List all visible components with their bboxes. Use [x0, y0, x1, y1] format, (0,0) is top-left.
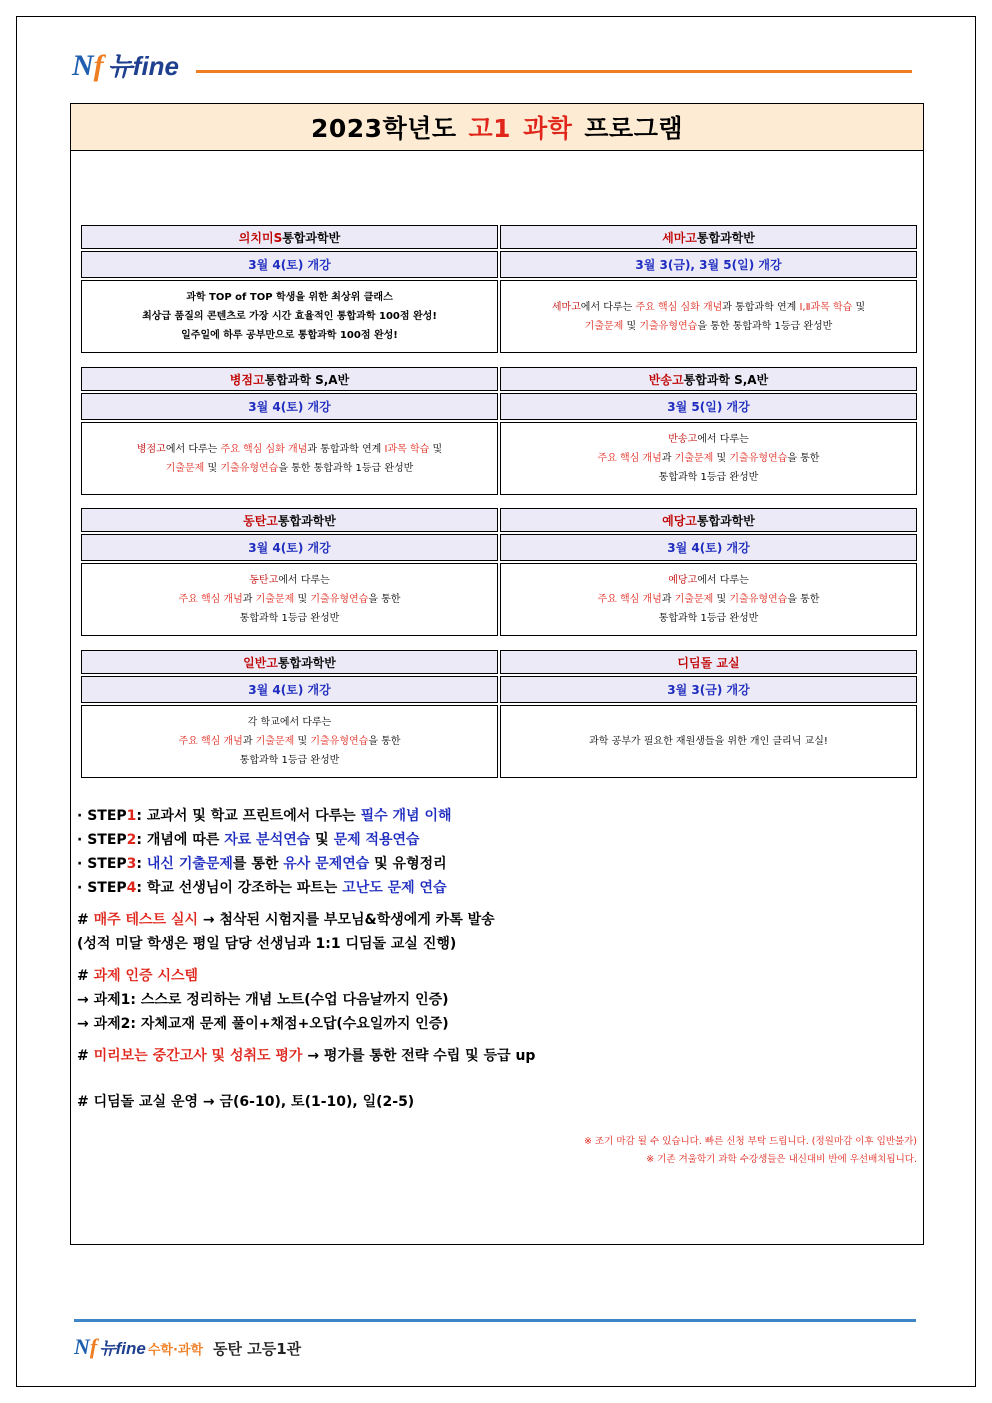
text-run: 고난도 문제 연습	[342, 880, 447, 896]
description-line	[585, 317, 833, 336]
homework-item-2: → 과제2: 자체교재 문제 풀이+채점+오답(수요일까지 인증)	[77, 1016, 449, 1032]
text-run: 을 통한	[368, 594, 401, 605]
text-run: #	[77, 912, 94, 928]
class-card	[80, 225, 499, 353]
class-card	[499, 508, 918, 636]
text-run: 일주일에 하루 공부만으로 통합과학 100점 완성!	[181, 330, 398, 341]
text-run: · STEP	[77, 880, 127, 896]
description-line	[181, 326, 398, 345]
text-run: Ⅰ과목 학습	[384, 443, 430, 455]
class-start-date: 3월 4(토) 개강	[81, 676, 498, 703]
class-name	[81, 225, 498, 249]
homework-notice	[77, 964, 917, 988]
title-grade: 고1	[468, 114, 512, 143]
logo-mark: Nf	[74, 1334, 98, 1359]
page-title	[71, 104, 923, 151]
text-run: 세마고	[551, 301, 581, 313]
program-box	[70, 103, 924, 1245]
text-run: 반송고	[668, 434, 698, 445]
text-run: 주요 핵심 개념	[178, 594, 243, 605]
text-run: : 학교 선생님이 강조하는 파트는	[136, 880, 343, 896]
text-run: #	[77, 968, 94, 984]
text-run: 필수 개념 이해	[360, 808, 452, 824]
logo-mark: Nf	[72, 49, 104, 82]
class-type: 통합과학반	[277, 513, 336, 528]
text-run: 통합과학 1등급 완성반	[658, 613, 759, 624]
text-run: :	[136, 856, 147, 872]
title-subject: 과학	[523, 114, 573, 143]
text-run: · STEP	[77, 856, 127, 872]
text-run: 기출문제	[255, 736, 295, 747]
weekly-test-notice	[77, 908, 917, 932]
step-list	[77, 804, 917, 900]
text-run: · STEP	[77, 808, 127, 824]
class-name	[81, 508, 498, 532]
weekly-test-subnote: (성적 미달 학생은 평일 담당 선생님과 1:1 디딤돌 교실 진행)	[77, 936, 457, 952]
description-line	[668, 571, 748, 590]
class-type: 통합과학반	[282, 230, 341, 245]
text-run: 과학 공부가 필요한 재원생들을 위한 개인 클리닉 교실!	[589, 736, 828, 747]
text-run: 과제 인증 시스템	[93, 968, 199, 984]
school-name: 세마고	[662, 230, 697, 245]
class-type: 통합과학 S,A반	[264, 372, 350, 387]
class-start-date: 3월 5(일) 개강	[500, 393, 917, 420]
class-description	[81, 280, 498, 353]
text-run: 주요 핵심 개념	[597, 453, 662, 464]
step-item	[77, 828, 917, 852]
class-start-date: 3월 4(토) 개강	[81, 251, 498, 278]
description-line	[186, 288, 392, 307]
class-row	[80, 650, 918, 778]
class-start-date: 3월 3(금) 개강	[500, 676, 917, 703]
text-run: 를 통한	[232, 856, 284, 872]
homework-item-1: → 과제1: 스스로 정리하는 개념 노트(수업 다음날까지 인증)	[77, 992, 449, 1008]
class-start-date: 3월 4(토) 개강	[81, 534, 498, 561]
class-start-date: 3월 4(토) 개강	[81, 393, 498, 420]
text-run: 기출문제	[255, 594, 295, 605]
text-run: 기출문제	[165, 462, 205, 474]
description-line	[589, 732, 828, 751]
text-run: : 개념에 따른	[136, 832, 225, 848]
text-run: 을 통한 통합과학 1등급 완성반	[278, 462, 414, 474]
class-start-date: 3월 4(토) 개강	[500, 534, 917, 561]
class-description	[500, 422, 917, 495]
class-card	[80, 650, 499, 778]
text-run: 에서 다루는	[697, 434, 749, 445]
description-line	[240, 751, 340, 770]
text-run: 과	[661, 453, 675, 464]
text-run: 매주 테스트 실시	[93, 912, 199, 928]
description-line	[166, 459, 414, 478]
description-line	[137, 440, 442, 459]
text-run: 기출유형연습	[310, 594, 369, 605]
class-card	[499, 367, 918, 495]
text-run: 병점고	[136, 443, 166, 455]
header-rule	[196, 70, 912, 73]
description-line	[248, 713, 332, 732]
text-run: 주요 핵심 개념	[597, 594, 662, 605]
footer-logo	[74, 1334, 301, 1360]
description-line	[659, 609, 759, 628]
class-row	[80, 225, 918, 353]
text-run: 및	[204, 462, 221, 474]
text-run: 과	[242, 594, 256, 605]
step-item	[77, 804, 917, 828]
description-line	[179, 590, 401, 609]
text-run: 통합과학 1등급 완성반	[239, 613, 340, 624]
school-name: 디딤돌 교실	[677, 655, 740, 670]
didimdol-schedule: # 디딤돌 교실 운영 → 금(6-10), 토(1-10), 일(2-5)	[77, 1094, 415, 1110]
text-run: Ⅰ,Ⅱ과목 학습	[799, 301, 853, 313]
text-run: 문제 적용연습	[333, 832, 420, 848]
text-run: 4	[126, 880, 137, 896]
text-run: 및 유형정리	[369, 856, 447, 872]
description-line	[668, 430, 748, 449]
description-line	[240, 609, 340, 628]
text-run: 기출유형연습	[310, 736, 369, 747]
class-row	[80, 508, 918, 636]
description-line	[142, 307, 437, 326]
text-run: 에서 다루는	[278, 575, 330, 586]
midterm-notice	[77, 1044, 917, 1068]
text-run: 주요 핵심 심화 개념	[220, 443, 308, 455]
school-name: 예당고	[662, 513, 697, 528]
description-line	[659, 468, 759, 487]
text-run: 및	[429, 443, 443, 455]
title-year: 2023학년도	[311, 114, 457, 143]
class-type: 통합과학반	[696, 230, 755, 245]
text-run: 과학 TOP of TOP 학생을 위한 최상위 클래스	[186, 292, 393, 303]
text-run: 예당고	[668, 575, 698, 586]
text-run: 및	[294, 594, 311, 605]
class-name	[500, 650, 917, 674]
class-type: 통합과학반	[277, 655, 336, 670]
text-run: 기출유형연습	[639, 320, 698, 332]
class-card	[499, 225, 918, 353]
text-run: 기출문제	[674, 453, 714, 464]
logo-text: 뉴fine	[107, 51, 180, 81]
text-run: 기출유형연습	[729, 594, 788, 605]
text-run: 및	[623, 320, 640, 332]
text-run: 에서 다루는	[697, 575, 749, 586]
text-run: 과 통합과학 연계	[722, 301, 800, 313]
text-run: 및	[310, 832, 334, 848]
school-name: 일반고	[243, 655, 278, 670]
footer-rule	[74, 1319, 916, 1322]
step-item	[77, 876, 917, 900]
text-run: 각 학교에서 다루는	[247, 717, 332, 728]
description-line	[598, 449, 820, 468]
text-run: 통합과학 1등급 완성반	[658, 472, 759, 483]
text-run: 2	[126, 832, 137, 848]
text-run: 주요 핵심 개념	[178, 736, 243, 747]
class-description	[500, 563, 917, 636]
text-run: 기출유형연습	[729, 453, 788, 464]
class-start-date: 3월 3(금), 3월 5(일) 개강	[500, 251, 917, 278]
text-run: 및	[294, 736, 311, 747]
class-name	[81, 367, 498, 391]
text-run: 과	[661, 594, 675, 605]
header-logo	[72, 46, 179, 83]
class-card	[499, 650, 918, 778]
class-description	[81, 422, 498, 495]
text-run: 유사 문제연습	[283, 856, 370, 872]
description-line	[598, 590, 820, 609]
class-name	[81, 650, 498, 674]
class-description	[500, 705, 917, 778]
school-name: 의치미S	[238, 230, 283, 245]
text-run: 자료 분석연습	[224, 832, 311, 848]
class-description	[81, 705, 498, 778]
text-run: 및	[713, 594, 730, 605]
text-run: #	[77, 1048, 94, 1064]
text-run: 및	[713, 453, 730, 464]
text-run: 을 통한	[368, 736, 401, 747]
text-run: 을 통한	[787, 594, 820, 605]
text-run: 및	[852, 301, 866, 313]
text-run: 에서 다루는	[165, 443, 221, 455]
footnote: ※ 조기 마감 될 수 있습니다. 빠른 신청 부탁 드립니다. (정원마감 이후 입반불가)	[584, 1136, 917, 1147]
text-run: 미리보는 중간고사 및 성취도 평가	[93, 1048, 303, 1064]
text-run: 1	[126, 808, 137, 824]
class-name	[500, 508, 917, 532]
text-run: 3	[126, 856, 137, 872]
class-name	[500, 367, 917, 391]
school-name: 반송고	[648, 372, 684, 387]
text-run: 동탄고	[249, 575, 279, 586]
text-run: 최상급 품질의 콘텐츠로 가장 시간 효율적인 통합과학 100점 완성!	[142, 311, 437, 322]
footer-subtitle: 수학·과학	[147, 1343, 204, 1358]
class-description	[81, 563, 498, 636]
text-run: → 첨삭된 시험지를 부모님&학생에게 카톡 발송	[198, 912, 495, 928]
school-name: 병점고	[229, 372, 265, 387]
class-type: 통합과학반	[696, 513, 755, 528]
text-run: · STEP	[77, 832, 127, 848]
description-line	[249, 571, 329, 590]
text-run: 내신 기출문제	[146, 856, 233, 872]
text-run: 을 통한 통합과학 1등급 완성반	[697, 320, 833, 332]
class-name	[500, 225, 917, 249]
description-line	[179, 732, 401, 751]
footnote: ※ 기존 겨울학기 과학 수강생들은 내신대비 반에 우선배치됩니다.	[646, 1154, 917, 1165]
text-run: 과 통합과학 연계	[307, 443, 385, 455]
text-run: 주요 핵심 심화 개념	[635, 301, 723, 313]
footer-branch: 동탄 고등1관	[213, 1340, 302, 1358]
school-name: 동탄고	[243, 513, 278, 528]
description-line	[552, 298, 865, 317]
program-details	[77, 804, 917, 1114]
text-run: : 교과서 및 학교 프린트에서 다루는	[136, 808, 361, 824]
class-card	[80, 508, 499, 636]
text-run: 기출문제	[674, 594, 714, 605]
text-run: → 평가를 통한 전략 수립 및 등급 up	[302, 1048, 536, 1064]
text-run: 을 통한	[787, 453, 820, 464]
class-type: 통합과학 S,A반	[683, 372, 769, 387]
text-run: 기출유형연습	[220, 462, 279, 474]
text-run: 과	[242, 736, 256, 747]
logo-text: 뉴fine	[99, 1339, 146, 1358]
title-program: 프로그램	[584, 114, 683, 143]
text-run: 에서 다루는	[580, 301, 636, 313]
class-description	[500, 280, 917, 353]
text-run: 통합과학 1등급 완성반	[239, 755, 340, 766]
footnotes	[584, 1133, 917, 1169]
step-item	[77, 852, 917, 876]
class-row	[80, 367, 918, 495]
text-run: 기출문제	[584, 320, 624, 332]
class-card	[80, 367, 499, 495]
